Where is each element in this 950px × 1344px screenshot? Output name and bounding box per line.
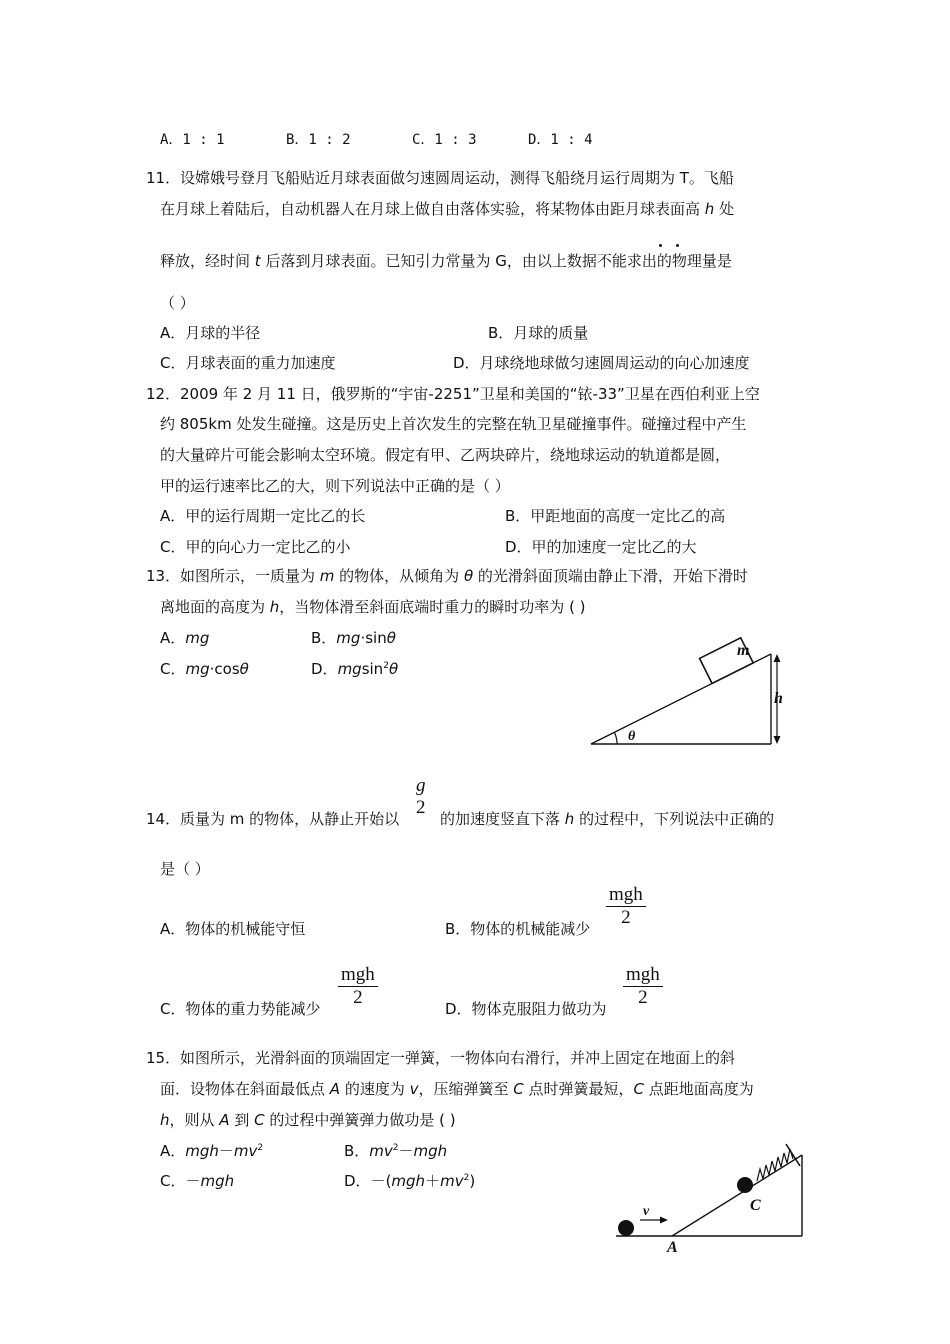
q15-line2-text: 面．设物体在斜面最低点 [160,1080,330,1098]
q15-option-d [344,1170,475,1191]
q15-var-C: C [513,1080,524,1098]
q14-option-b: B．物体的机械能减少 [445,920,591,938]
spring-coil [757,1149,793,1181]
q12-option-c: C．甲的向心力一定比乙的小 [160,538,351,556]
arrow-head-up [774,654,781,662]
q13-option-b [311,627,396,648]
math-mg: mg [185,660,210,678]
q11-line2-end: 处 [714,200,735,218]
q15-var-A: A [219,1111,230,1129]
fig-label-h: h [774,690,783,707]
q15-var-C: C [254,1111,265,1129]
q11-var-t: t [254,252,261,270]
math-mgh: mgh [200,1172,235,1190]
q11-line3-text: 释放，经时间 [160,252,255,270]
ball-incline [737,1177,753,1193]
q12-line3: 的大量碎片可能会影响太空环境。假定有甲、乙两块碎片，绕地球运动的轨道都是圆， [160,446,731,464]
q13-incline-figure [585,625,795,755]
q15-line2 [160,1078,754,1099]
math-mg: mg [336,629,361,647]
q13-var-m: m [319,567,335,585]
q11-line1: 设嫦娥号登月飞船贴近月球表面做匀速圆周运动，测得飞船绕月运行周期为 T。飞船 [180,169,734,187]
q11-option-d: D．月球绕地球做匀速圆周运动的向心加速度 [453,354,750,372]
option-letter: B． [344,1142,370,1160]
q13-var-theta: θ [463,567,474,585]
math-exponent: 2 [392,1143,399,1153]
math-mv: mv [440,1172,464,1190]
frac-numerator: mgh [623,964,663,987]
math-exponent: 2 [463,1173,470,1183]
q14-option-d: D．物体克服阻力做功为 [445,1000,607,1018]
q11-var-h: h [704,200,715,218]
q15-var-C: C [633,1080,645,1098]
q15-spring-figure [610,1135,810,1255]
frac-denominator: 2 [416,797,426,818]
q11-line2-text: 在月球上着陆后，自动机器人在月球上做自由落体实验，将某物体由距月球表面高 [160,200,705,218]
q14-line2: 是（ ） [160,860,210,878]
q13-option-d [311,658,398,679]
fig-label-A: A [667,1239,678,1255]
q10-option-c: C．1 : 3 [412,132,477,148]
q11-line3 [160,250,732,271]
math-minus: － [185,1172,201,1190]
q15-option-b [344,1140,447,1161]
q14-line1a: 质量为 m 的物体，从静止开始以 [180,810,400,828]
math-plus: ＋ [425,1172,441,1190]
math-exponent: 2 [257,1143,264,1153]
q12-line1: 2009 年 2 月 11 日，俄罗斯的“宇宙-2251”卫星和美国的“铱-33”卫星在西伯利亚上空 [180,385,760,403]
q15-var-A: A [329,1080,341,1098]
q14-line1-text: 的加速度竖直下落 [440,810,565,828]
option-letter: A． [160,629,186,647]
q14-line1-end: 的过程中，下列说法中正确的 [574,810,775,828]
math-close-paren: ) [469,1172,476,1190]
q12-option-b: B．甲距地面的高度一定比乙的高 [505,507,726,525]
q12-line2: 约 805km 处发生碰撞。这是历史上首次发生的完整在轨卫星碰撞事件。碰撞过程中产生 [160,415,747,433]
q13-option-a [160,627,209,648]
option-letter: C． [160,1172,186,1190]
q11-line2 [160,198,734,219]
frac-denominator: 2 [621,907,631,928]
angle-arc [615,733,618,745]
q15-line2-mid1: 的速度为 [340,1080,410,1098]
math-sin: ·sin [360,629,387,647]
frac-denominator: 2 [353,987,363,1008]
option-letter: A． [160,1142,186,1160]
q14-frac-d [623,964,663,1009]
q10-option-d: D．1 : 4 [528,132,593,148]
math-mgh: mgh [185,1142,219,1160]
q13-line1 [180,565,748,586]
q13-option-c [160,658,249,679]
q14-line1b [440,808,774,829]
q12-option-d: D．甲的加速度一定比乙的大 [505,538,697,556]
q12-line4: 甲的运行速率比乙的大，则下列说法中正确的是（ ） [160,477,510,495]
q10-option-b: B．1 : 2 [286,132,351,148]
q15-option-a [160,1140,263,1161]
q13-line1-text: 如图所示，一质量为 [180,567,320,585]
q15-var-h: h [160,1111,170,1129]
frac-numerator: mgh [338,964,378,987]
ball-ground [618,1220,634,1236]
q15-line2-end: 点距地面高度为 [644,1080,754,1098]
q14-frac-g-over-2 [413,775,429,819]
q14-frac-c [338,964,378,1009]
q15-line3-mid: 到 [229,1111,255,1129]
q11-option-c: C．月球表面的重力加速度 [160,354,336,372]
option-letter: B． [311,629,337,647]
q11-option-b: B．月球的质量 [488,324,589,342]
math-minus: － [218,1142,234,1160]
q12-option-a: A．甲的运行周期一定比乙的长 [160,507,366,525]
math-minus-paren: －( [370,1172,392,1190]
q14-frac-b [606,884,646,929]
q13-line2-end: ，当物体滑至斜面底端时重力的瞬时功率为 ( ) [279,598,586,616]
q14-var-h: h [564,810,575,828]
q14-number: 14． [146,810,181,828]
frac-numerator: g [416,775,426,796]
fig-label-C: C [750,1197,761,1214]
q13-number: 13． [146,567,181,585]
q15-line2-mid2: ，压缩弹簧至 [418,1080,514,1098]
emphasis-dot [676,244,679,247]
math-mgh: mgh [413,1142,448,1160]
math-theta: θ [388,660,399,678]
q10-option-a: A．1 : 1 [160,132,225,148]
math-cos: ·cos [209,660,240,678]
q13-line2-text: 离地面的高度为 [160,598,270,616]
math-mv: mv [369,1142,393,1160]
option-letter: D． [344,1172,371,1190]
arrow-head-right [660,1217,668,1224]
q15-line1: 如图所示，光滑斜面的顶端固定一弹簧，一物体向右滑行，并冲上固定在地面上的斜 [180,1049,736,1067]
q13-line2 [160,596,586,617]
frac-denominator: 2 [638,987,648,1008]
q11-line3-end: 后落到月球表面。已知引力常量为 G，由以上数据不能求出的物理量是 [260,252,732,270]
math-minus: － [398,1142,414,1160]
q14-option-a: A．物体的机械能守恒 [160,920,306,938]
q11-paren: （ ） [160,294,195,312]
q12-number: 12． [146,385,181,403]
math-mgh: mgh [391,1172,426,1190]
math-theta: θ [386,629,396,647]
fig-label-v: v [643,1204,650,1219]
q15-number: 15． [146,1049,181,1067]
q15-option-c [160,1170,234,1191]
option-letter: D． [311,660,338,678]
spring-mount [786,1144,800,1166]
math-mg: mg [337,660,362,678]
math-exponent: 2 [383,661,389,671]
q11-option-a: A．月球的半径 [160,324,261,342]
fig-label-m: m [737,642,750,659]
q13-var-h: h [269,598,280,616]
frac-numerator: mgh [606,884,646,907]
emphasis-dot [659,244,662,247]
q11-number: 11． [146,169,181,187]
q13-line1-end: 的光滑斜面顶端由静止下滑，开始下滑时 [473,567,748,585]
math-mv: mv [233,1142,258,1160]
q13-line1-mid: 的物体，从倾角为 [334,567,464,585]
arrow-head-down [774,736,781,744]
q15-line3-text: ，则从 [169,1111,220,1129]
q15-line2-mid3: 点时弹簧最短， [523,1080,634,1098]
option-letter: C． [160,660,186,678]
math-sin: sin [361,660,384,678]
incline-slope [672,1155,802,1236]
fig-label-theta: θ [628,729,636,744]
q15-line3 [160,1109,456,1130]
q14-option-c: C．物体的重力势能减少 [160,1000,321,1018]
q15-line3-end: 的过程中弹簧弹力做功是 ( ) [264,1111,456,1129]
math-theta: θ [239,660,249,678]
math-mg: mg [185,629,210,647]
q15-var-v: v [409,1080,419,1098]
